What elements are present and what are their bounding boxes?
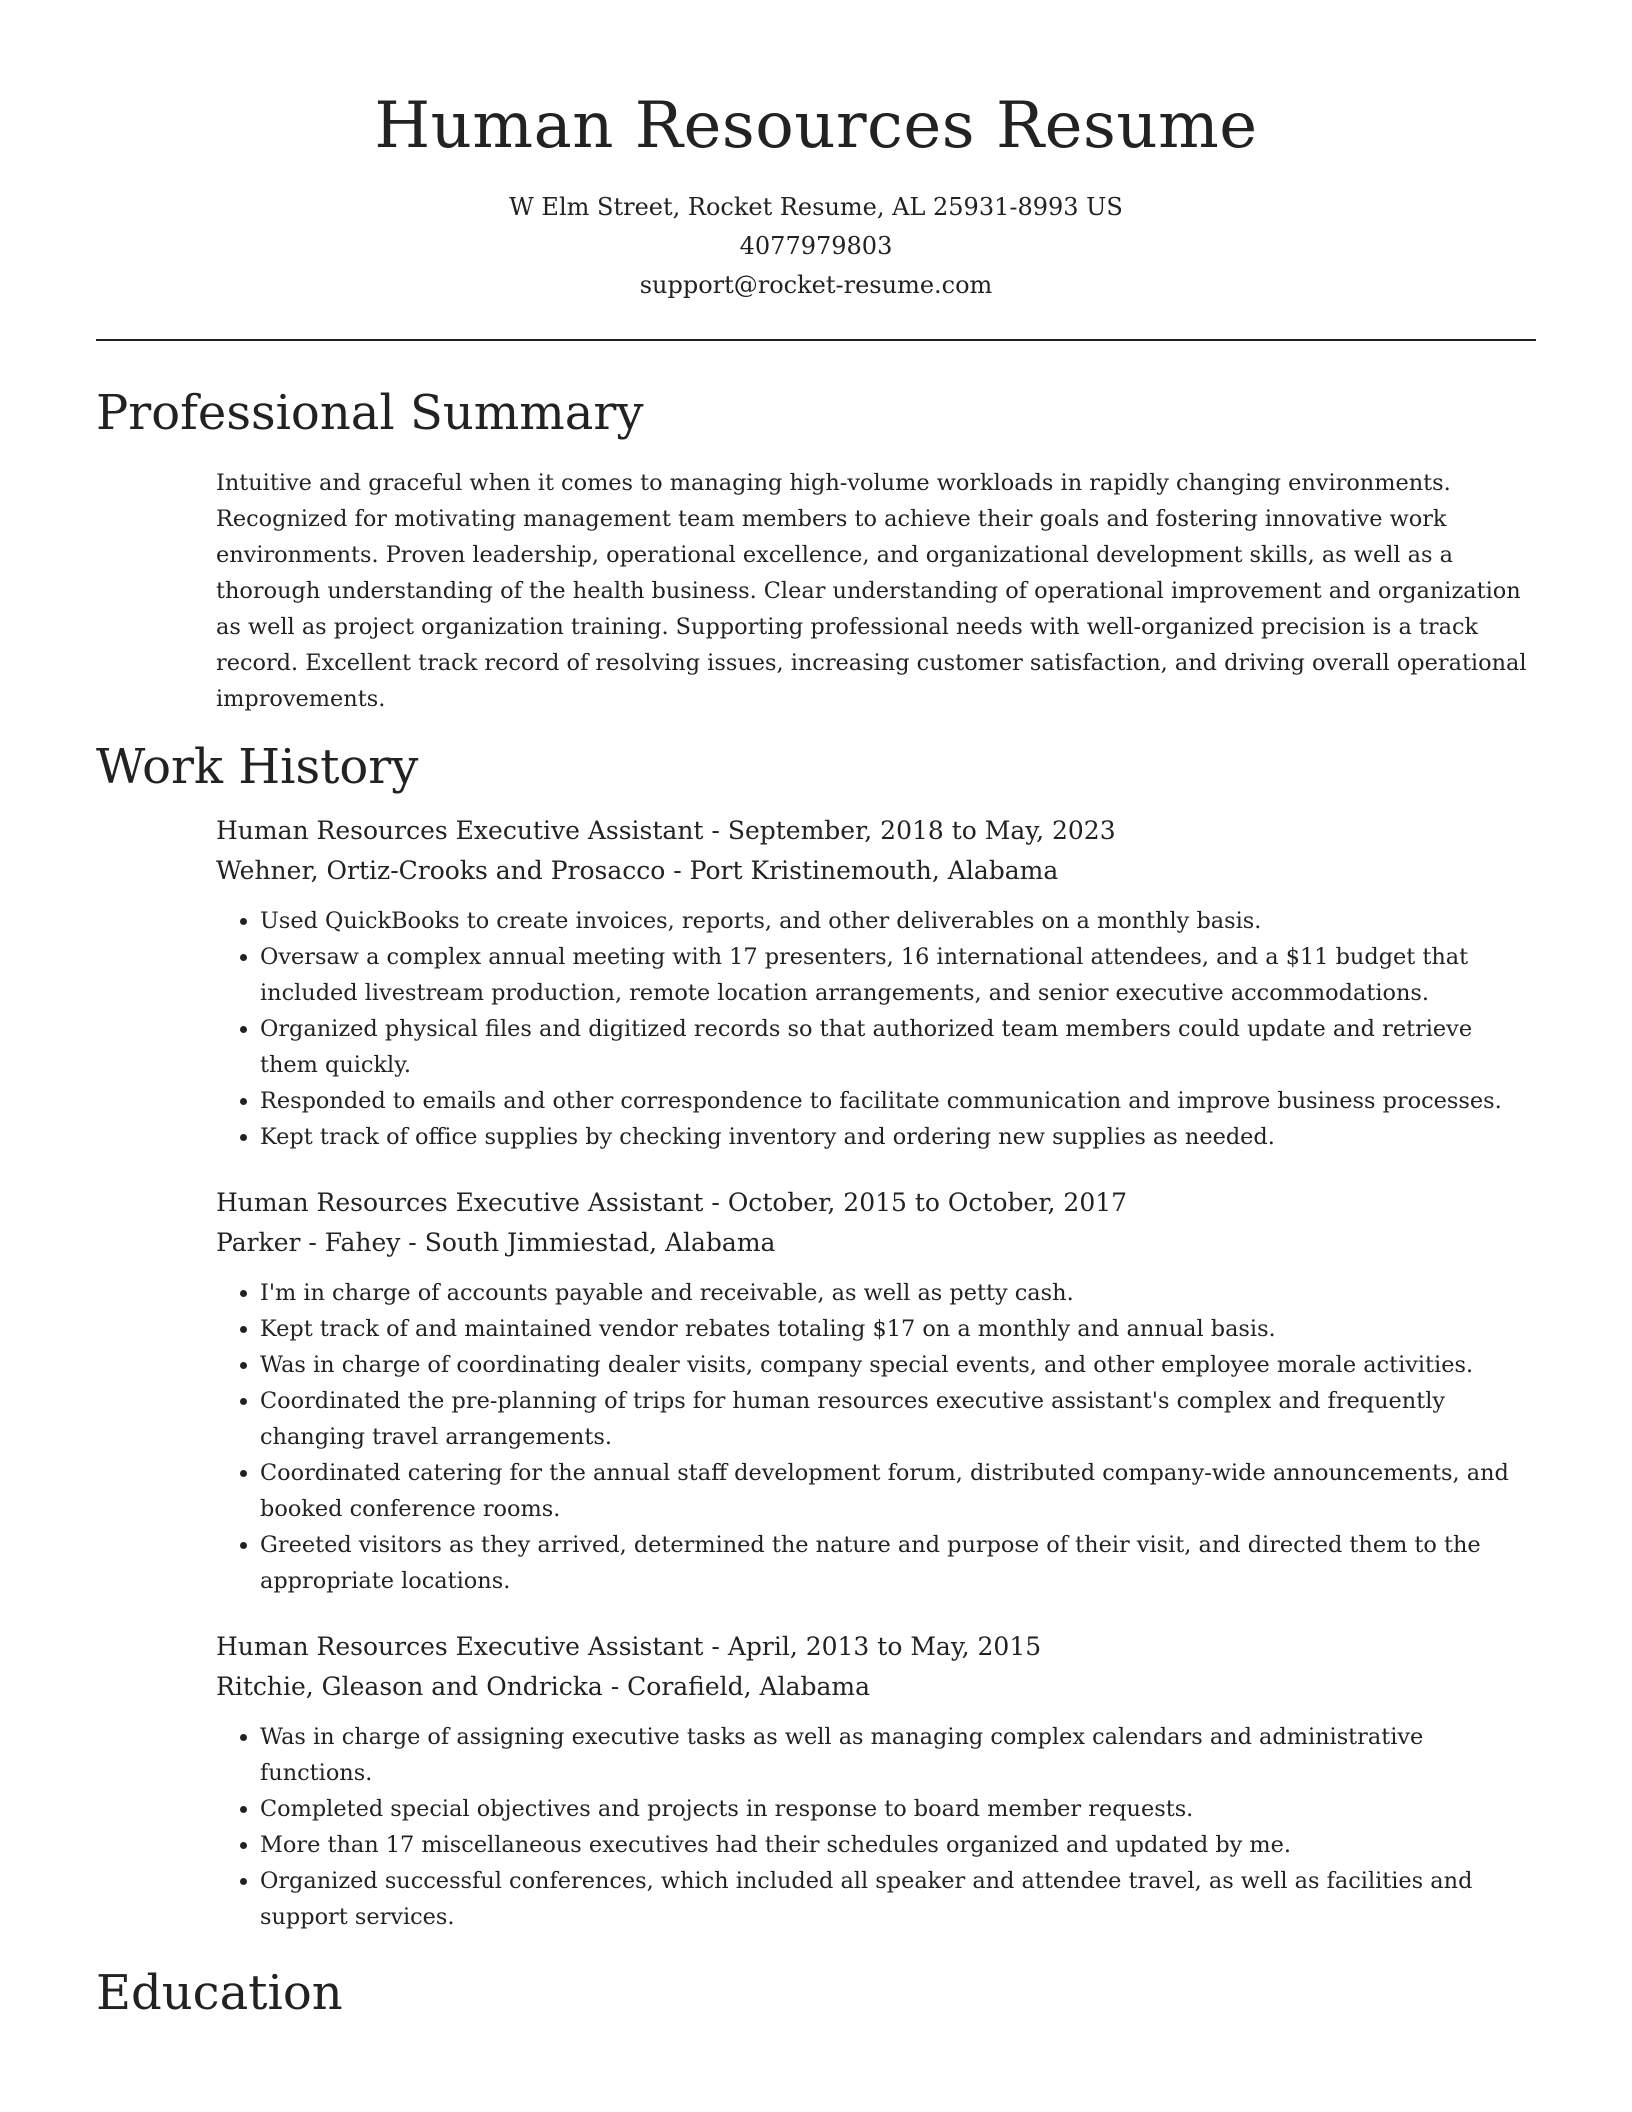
- contact-phone: 4077979803: [739, 232, 893, 260]
- summary-heading: Professional Summary: [96, 385, 644, 441]
- header-divider: [96, 339, 1536, 341]
- job-title-line: Human Resources Executive Assistant - September, 2018 to May, 2023: [216, 816, 1116, 845]
- resume-page: [96, 0, 1536, 2023]
- education-heading: Education: [96, 1965, 343, 2021]
- work-history-list: [216, 811, 1536, 1935]
- resume-header: [96, 0, 1536, 305]
- job-entry: [216, 1183, 1536, 1599]
- duty-list: [216, 1719, 1536, 1935]
- duty-item: • Used QuickBooks to create invoices, reports, and other deliverables on a monthly basis.: [260, 903, 1536, 939]
- resume-title: Human Resources Resume: [374, 89, 1258, 163]
- duty-item: • Kept track of and maintained vendor rebates totaling $17 on a monthly and annual basis.: [260, 1311, 1536, 1347]
- summary-text: Intuitive and graceful when it comes to managing high-volume workloads in rapidly changing environments. Recognized for motivating management team members to achieve their goals and fostering innovative work environments. Proven leadership, operational excellence, and organizational development skills, as well as a thorough understanding of the health business. Clear understanding of operational improvement and organization as well as project organization training. Supporting professional needs with well-organized precision is a track record. Excellent track record of resolving issues, increasing customer satisfaction, and driving overall operational improvements.: [216, 470, 1527, 712]
- duty-item: • Was in charge of coordinating dealer visits, company special events, and other employee morale activities.: [260, 1347, 1536, 1383]
- contact-address: W Elm Street, Rocket Resume, AL 25931-8993 US: [509, 193, 1123, 221]
- duty-item: • Kept track of office supplies by checking inventory and ordering new supplies as needed.: [260, 1119, 1536, 1155]
- duty-item: • Organized successful conferences, which included all speaker and attendee travel, as well as facilities and support services.: [260, 1863, 1536, 1935]
- duty-item: • Coordinated catering for the annual staff development forum, distributed company-wide announcements, and booked conference rooms.: [260, 1455, 1536, 1527]
- work-history-heading: Work History: [96, 739, 419, 795]
- contact-email: support@rocket-resume.com: [639, 271, 993, 299]
- duty-list: [216, 1275, 1536, 1599]
- job-entry: [216, 1627, 1536, 1935]
- duty-item: • Completed special objectives and projects in response to board member requests.: [260, 1791, 1536, 1827]
- job-entry: [216, 811, 1536, 1155]
- duty-item: • Organized physical files and digitized records so that authorized team members could update and retrieve them quickly.: [260, 1011, 1536, 1083]
- duty-item: • Was in charge of assigning executive tasks as well as managing complex calendars and administrative functions.: [260, 1719, 1536, 1791]
- duty-item: • Greeted visitors as they arrived, determined the nature and purpose of their visit, and directed them to the appropriate locations.: [260, 1527, 1536, 1599]
- contact-block: [96, 188, 1536, 305]
- job-company-line: Parker - Fahey - South Jimmiestad, Alabama: [216, 1228, 776, 1257]
- duty-list: [216, 903, 1536, 1155]
- duty-item: • Oversaw a complex annual meeting with 17 presenters, 16 international attendees, and a $11 budget that included livestream production, remote location arrangements, and senior executive accommodations.: [260, 939, 1536, 1011]
- job-company-line: Ritchie, Gleason and Ondricka - Corafield, Alabama: [216, 1672, 871, 1701]
- duty-item: • Responded to emails and other correspondence to facilitate communication and improve business processes.: [260, 1083, 1536, 1119]
- job-title-line: Human Resources Executive Assistant - October, 2015 to October, 2017: [216, 1188, 1128, 1217]
- duty-item: • I'm in charge of accounts payable and receivable, as well as petty cash.: [260, 1275, 1536, 1311]
- job-title-line: Human Resources Executive Assistant - April, 2013 to May, 2015: [216, 1632, 1042, 1661]
- duty-item: • Coordinated the pre-planning of trips for human resources executive assistant's complex and frequently changing travel arrangements.: [260, 1383, 1536, 1455]
- job-company-line: Wehner, Ortiz-Crooks and Prosacco - Port Kristinemouth, Alabama: [216, 856, 1059, 885]
- duty-item: • More than 17 miscellaneous executives had their schedules organized and updated by me.: [260, 1827, 1536, 1863]
